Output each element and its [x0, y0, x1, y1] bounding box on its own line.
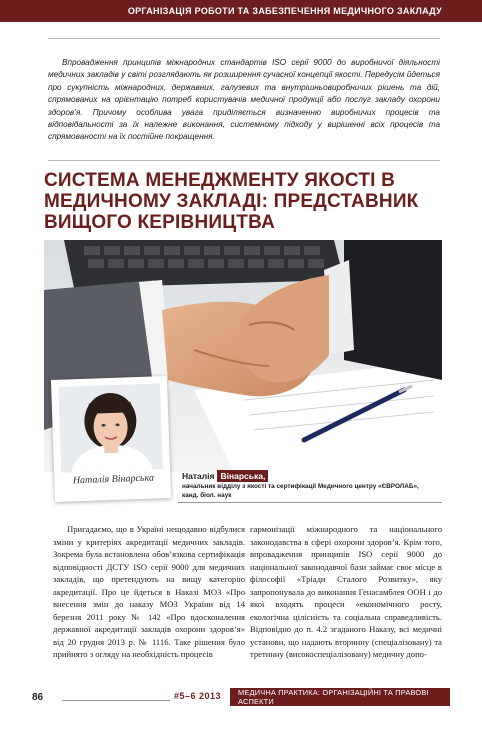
footer-divider	[62, 700, 170, 701]
body-column-left: Пригадаємо, що в Україні нещодавно відбулися зміни у критеріях акредитації медичних закладів. Зокрема була встановлена обов’язкова сертифікація відповідності ДСТУ ISO серії 9000 для медичних закладів, що претендують на вищу категорію акредитації. Про це йдеться в Наказі МОЗ «Про внесення змін до наказу МОЗ України від 14 березня 2011 року № 142 «Про вдосконалення державної акредитації закладів охорони здоров’я» від 20 грудня 2013 р. № 1116. Таке рішення було прийнято з огляду на необхідність процесів	[53, 524, 245, 659]
intro-paragraph: Впровадження принципів міжнародних стандартів ISO серії 9000 до виробничої діяльності медичних закладів у світі розглядають як розширення сучасної концепції якості. Передусім йдеться про сукупність міжнародних, державних, галузевих та внутрішньовиробничих рішень та дій, спрямованих на орієнтацію потреб користувачів медичної продукції або послуг закладу охорони здоров’я. Причому особлива увага приділяється визначенню виробничих процесів та відповідальності за їх належне виконання, системному підходу у вирішенні всіх процесів та спрямованості на їх постійне покращення.	[48, 58, 440, 142]
author-portrait	[51, 376, 171, 502]
author-name	[178, 470, 268, 482]
author-signature: Наталія Вінарська	[72, 472, 155, 487]
author-info	[178, 470, 442, 500]
section-header	[0, 0, 482, 22]
journal-title-band	[230, 688, 450, 706]
author-divider	[178, 502, 442, 503]
author-last-name: Вінарська,	[217, 470, 268, 482]
intro-divider	[48, 160, 440, 161]
author-first-name: Наталія	[182, 471, 215, 481]
issue-label: #5–6 2013	[174, 691, 222, 701]
section-title: ОРГАНІЗАЦІЯ РОБОТИ ТА ЗАБЕЗПЕЧЕННЯ МЕДИЧНОГО ЗАКЛАДУ	[127, 6, 442, 16]
author-role: начальник відділу з якості та сертифікації Медичного центру «ЄВРОЛАБ», канд. біол. наук	[182, 483, 419, 499]
page-number: 86	[32, 692, 44, 703]
page-footer	[0, 688, 482, 708]
body-column-right: гармонізації міжнародного та національного законодавства в сфері охорони здоров’я. Крім того, впровадження принципів ISO серії 9000 до національної законодавчої бази займає своє місце в філософії «Тріади Сталого Розвитку», яку запропонувала до виконання Генасамблея ООН і до якої входять процеси «економічного росту, екологічна цілісність та соціальна справедливість. Відповідно до п. 4.2 згаданого Наказу, всі медичні установи, що надають вторинну (спеціалізовану) та третинну (високоспеціалізовану) медичну допо-	[250, 524, 442, 659]
top-divider	[48, 38, 440, 39]
author-photo	[58, 383, 163, 473]
article-title: СИСТЕМА МЕНЕДЖМЕНТУ ЯКОСТІ В МЕДИЧНОМУ ЗАКЛАДІ: ПРЕДСТАВНИК ВИЩОГО КЕРІВНИЦТВА	[44, 170, 419, 233]
journal-title: МЕДИЧНА ПРАКТИКА: ОРГАНІЗАЦІЙНІ ТА ПРАВОВІ АСПЕКТИ	[238, 688, 429, 706]
